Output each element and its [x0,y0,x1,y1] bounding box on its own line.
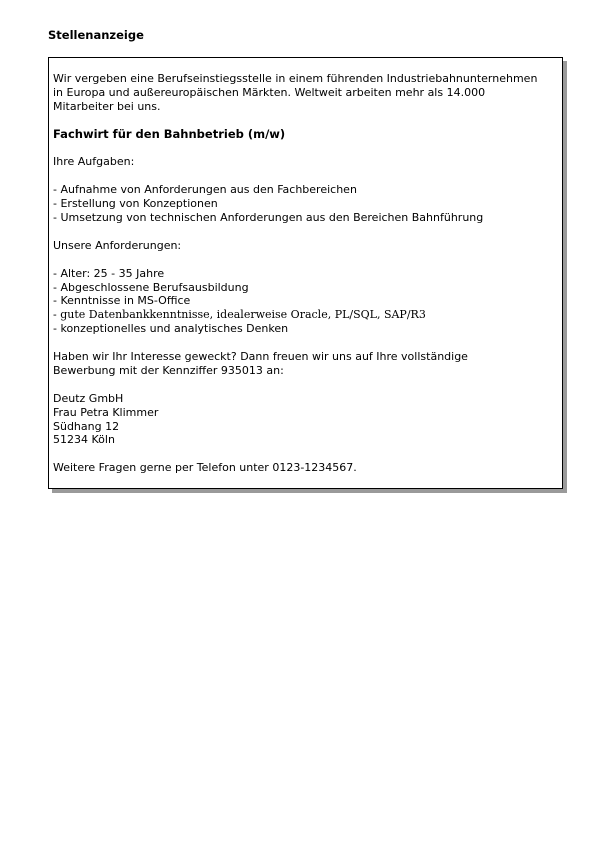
job-ad-box [48,57,563,489]
job-title: Fachwirt für den Bahnbetrieb (m/w) [53,126,286,141]
intro-paragraph [53,72,558,114]
task-item: - Erstellung von Konzeptionen [53,197,218,211]
closing-line: Haben wir Ihr Interesse geweckt? Dann freuen wir uns auf Ihre vollständige [53,350,468,364]
tasks-list [53,183,558,225]
requirement-item: - konzeptionelles und analytisches Denken [53,322,289,336]
closing-paragraph [53,350,558,378]
requirements-list [53,267,558,337]
requirement-item: - gute Datenbankkenntnisse, idealerweise Oracle, PL/SQL, SAP/R3 [53,308,426,322]
requirement-item: - Kenntnisse in MS-Office [53,294,191,308]
requirement-item: - Alter: 25 - 35 Jahre [53,266,165,280]
closing-line: Bewerbung mit der Kennziffer 935013 an: [53,363,284,377]
task-item: - Umsetzung von technischen Anforderungen aus den Bereichen Bahnführung [53,211,484,225]
task-item: - Aufnahme von Anforderungen aus den Fachbereichen [53,183,357,197]
address-street: Südhang 12 [53,419,120,433]
phone-note: Weitere Fragen gerne per Telefon unter 0123-1234567. [53,461,357,475]
intro-line: Wir vergeben eine Berufseinstiegsstelle in einem führenden Industriebahnunternehmen [53,72,538,85]
address-company: Deutz GmbH [53,391,124,405]
address-contact: Frau Petra Klimmer [53,405,159,419]
requirements-heading: Unsere Anforderungen: [53,238,182,252]
requirement-item: - Abgeschlossene Berufsausbildung [53,280,249,294]
page-title: Stellenanzeige [48,28,144,42]
tasks-heading: Ihre Aufgaben: [53,155,135,169]
address-block [53,392,558,448]
intro-line: Mitarbeiter bei uns. [53,99,161,113]
address-city: 51234 Köln [53,433,115,447]
intro-line: in Europa und außereuropäischen Märkten. Weltweit arbeiten mehr als 14.000 [53,85,486,99]
